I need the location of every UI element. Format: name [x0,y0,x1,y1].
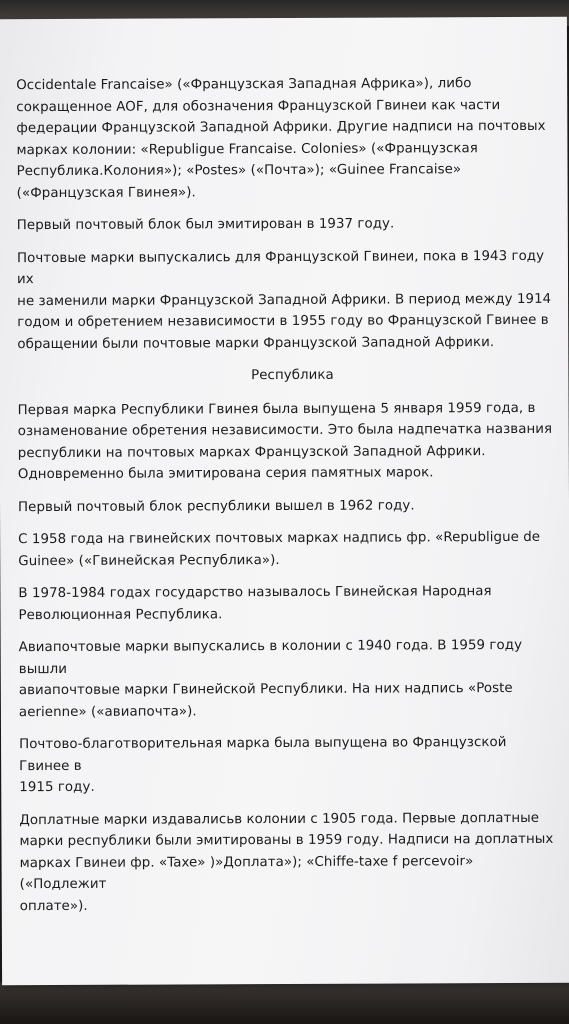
paragraph-charity: Почтово-благотворительная марка была выпущена во Французской Гвинее в 1915 году. [19,735,507,796]
background-bottom [0,982,569,1024]
paragraph-first-block: Первый почтовый блок был эмитирован в 1937 году. [16,216,395,234]
section-title: Республика [251,367,334,384]
paragraph-first-stamp: Первая марка Республики Гвинея была выпущена 5 января 1959 года, в ознаменование обретения независимости. Это была надпечатка названия республики на почтовых марках Французской Западной Африки. Одновременно была эмитирована серия памятных марок. [17,400,553,483]
paragraph-airmail: Авиапочтовые марки выпускались в колонии с 1940 года. В 1959 году вышли авиапочтовые марки Гвинейской Республики. На них надпись «Poste aerienne» («авиапочта»). [18,637,523,720]
paragraph-state-name: В 1978-1984 годах государство называлось Гвинейская Народная Революционная Республика. [18,584,492,623]
paragraph-republic-block: Первый почтовый блок республики вышел в 1962 году. [17,497,415,515]
paragraph-aof: Occidentale Francaise» («Французская Западная Африка»), либо сокращенное AOF, для обозначения Французской Гвинеи как части федерации Французской Западной Африки. Другие надписи на почтовых марках колонии: «Republigue Francaise. Colonies» («Французская Республика.Колония»); «Postes» («Почта»); «Guinee Francaise» («Французская Гвинея»). [16,76,546,201]
paper-sheet [0,17,569,985]
paragraph-postage-due: Доплатные марки издавалисьв колонии с 1905 года. Первые доплатные марки республики были эмитированы в 1959 году. Надписи на доплатных марках Гвинеи фр. «Taxe» )»Доплата»); «Chiffe-taxe f percevoir» («Подлежит оплате»). [19,810,554,914]
document-text [16,73,560,928]
paragraph-inscription: С 1958 года на гвинейских почтовых марках надпись фр. «Republigue de Guinee» («Гвинейская Республика»). [18,529,541,569]
paragraph-replacement: Почтовые марки выпускались для Французской Гвинеи, пока в 1943 году их не заменили марки Французской Западной Африки. В период между 1914 годом и обретением независимости в 1955 году во Французской Гвинее в обращении были почтовые марки Французской Западной Африки. [16,248,552,352]
